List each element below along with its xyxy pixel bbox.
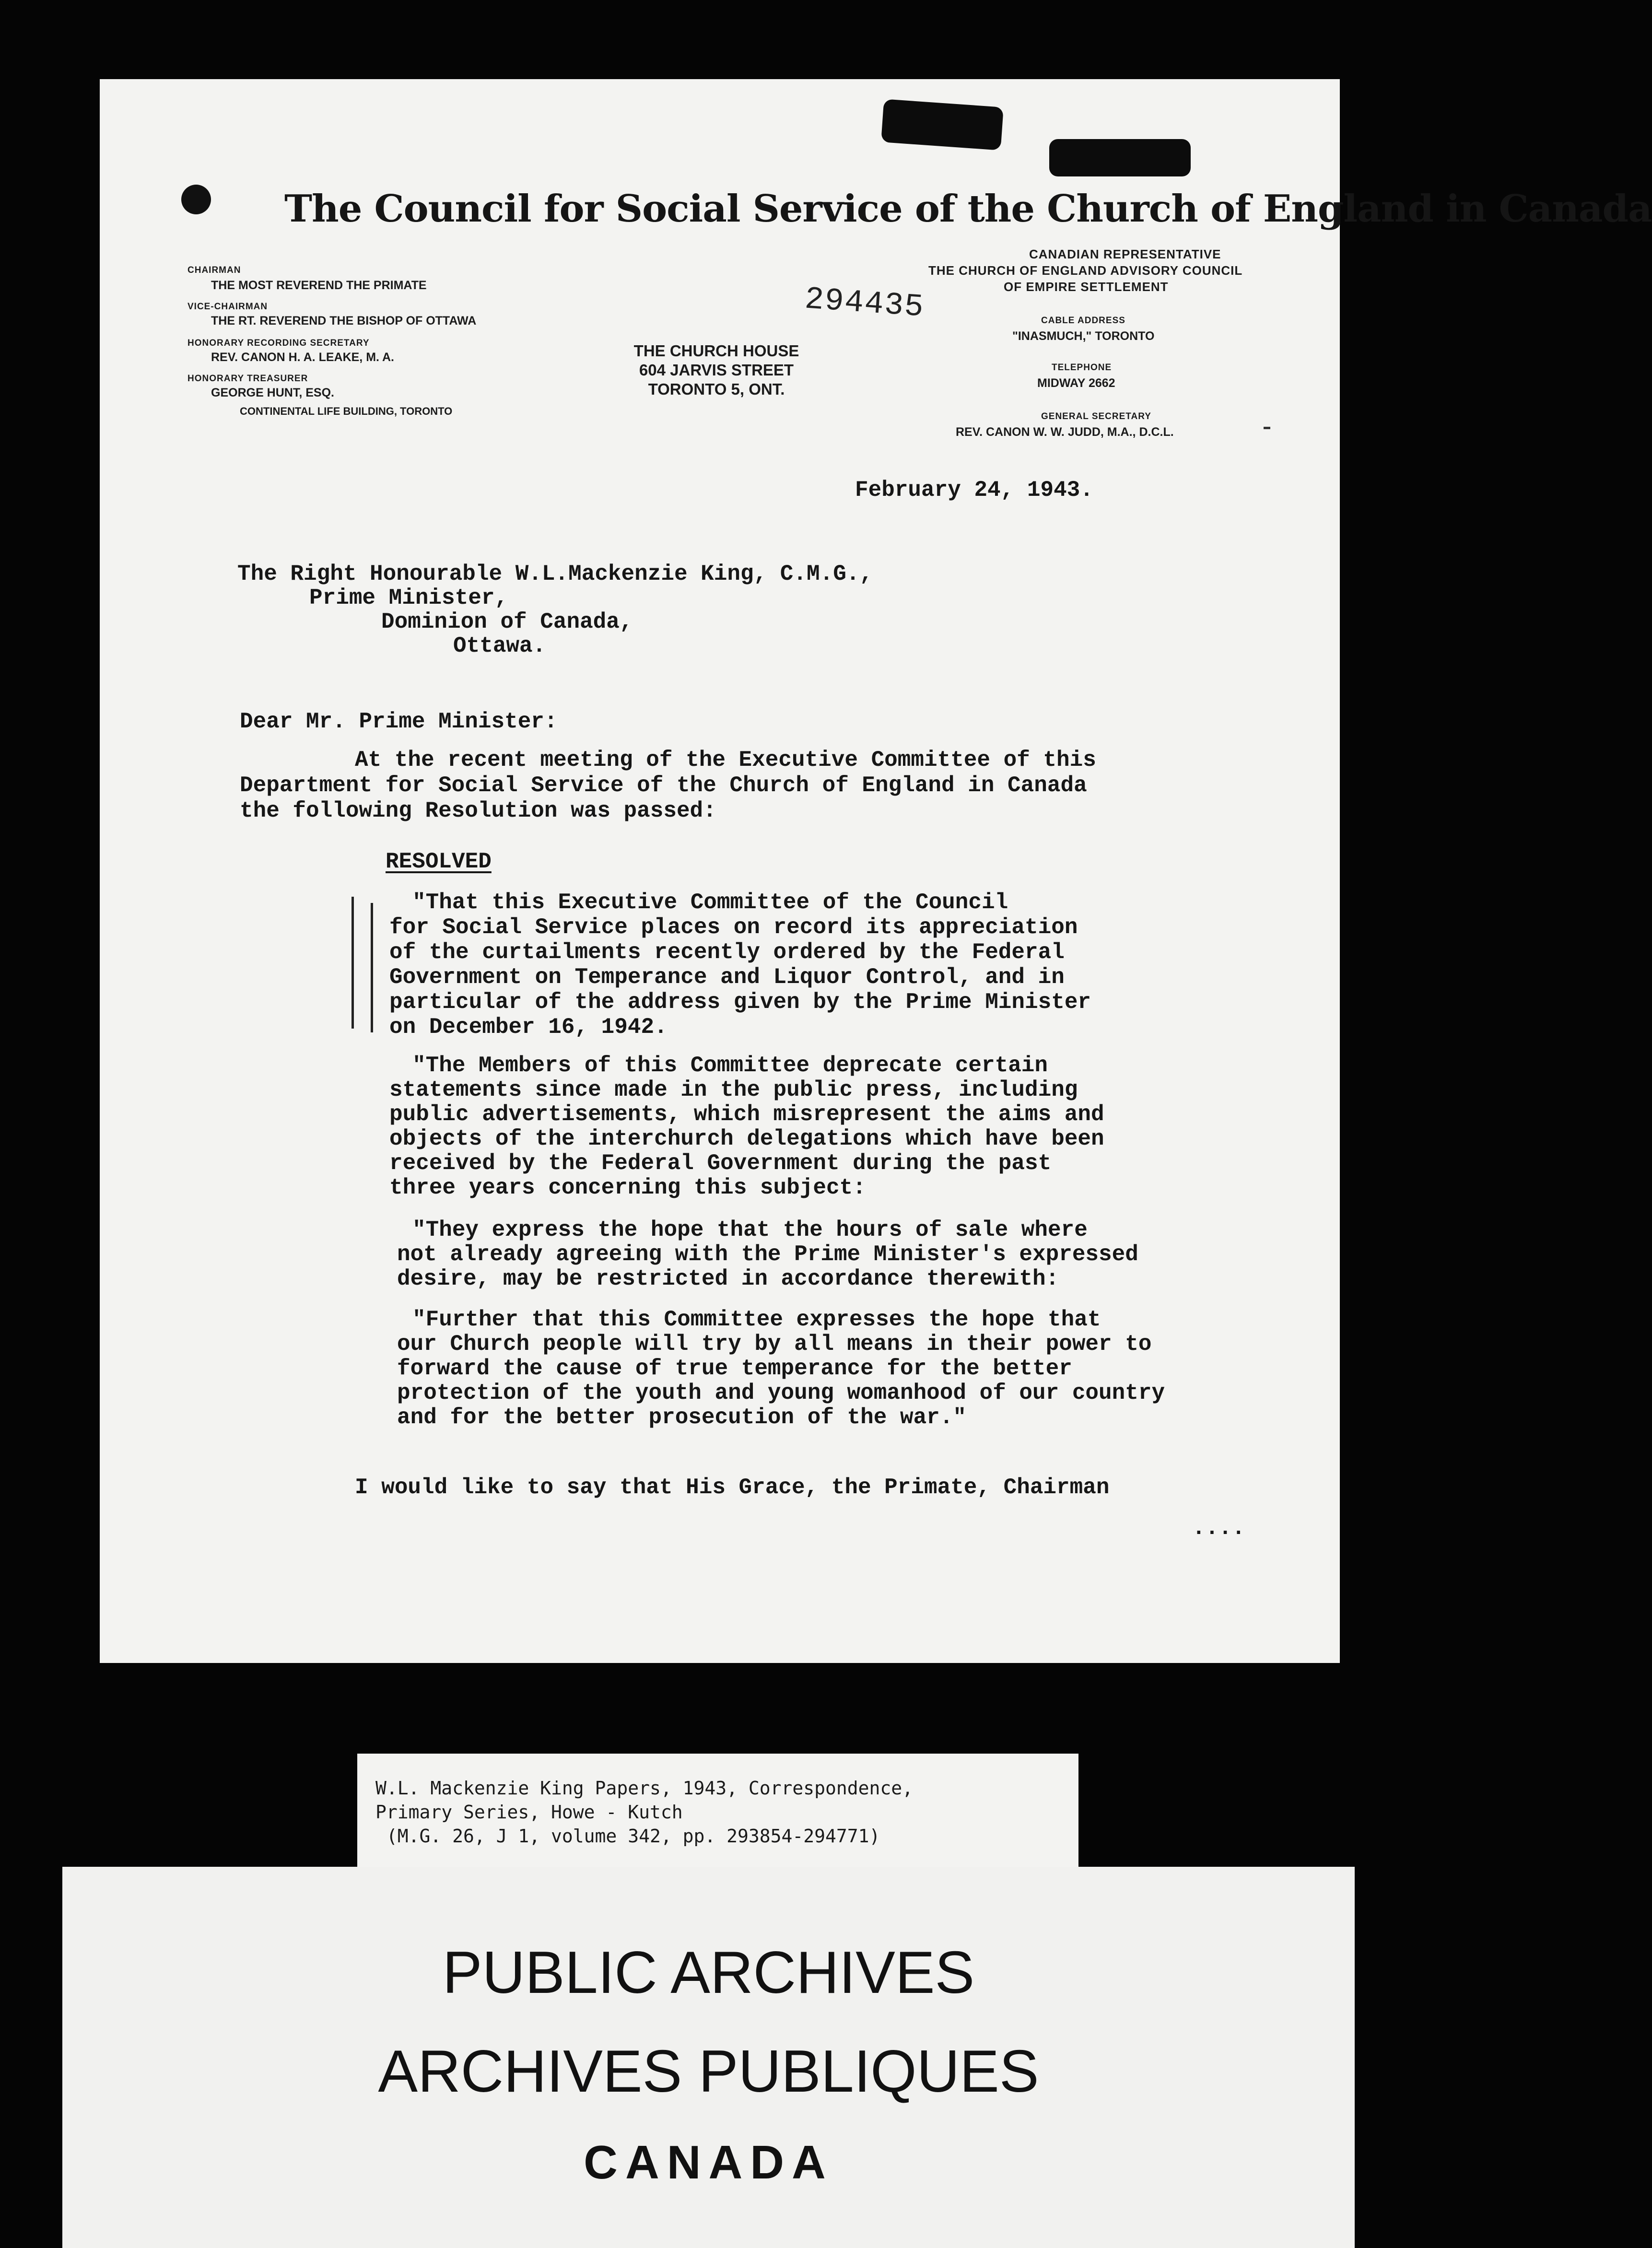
address-line: THE CHURCH HOUSE: [633, 342, 799, 360]
resolution-para-2-line: statements since made in the public press, including: [389, 1077, 1078, 1102]
cable-value: "INASMUCH," TORONTO: [1012, 329, 1155, 343]
header-dash: [1264, 427, 1270, 429]
telephone-value: MIDWAY 2662: [1037, 376, 1115, 390]
resolution-para-1-line: of the curtailments recently ordered by the Federal: [389, 940, 1065, 965]
archive-stamp-number: 294435: [803, 281, 926, 326]
catalog-line: Primary Series, Howe - Kutch: [375, 1802, 683, 1823]
recipient-line: Prime Minister,: [309, 585, 508, 610]
redaction-mark: [1049, 139, 1191, 176]
resolution-para-3-line: not already agreeing with the Prime Minister's expressed: [397, 1242, 1138, 1267]
resolution-para-1-line: Government on Temperance and Liquor Control, and in: [389, 965, 1065, 990]
letter-date: February 24, 1943.: [855, 478, 1093, 503]
punch-hole: [181, 185, 211, 214]
catalog-label: [357, 1754, 1078, 1867]
rep-line: THE CHURCH OF ENGLAND ADVISORY COUNCIL: [928, 263, 1243, 278]
margin-mark: [371, 903, 373, 1032]
resolution-para-1-line: particular of the address given by the Prime Minister: [389, 990, 1091, 1015]
officer-role: CHAIRMAN: [187, 265, 241, 275]
officer-address: CONTINENTAL LIFE BUILDING, TORONTO: [240, 405, 453, 417]
intro-line: the following Resolution was passed:: [240, 798, 716, 823]
margin-mark: [351, 897, 354, 1029]
resolution-para-4-line: "Further that this Committee expresses the hope that: [412, 1307, 1101, 1332]
rep-line: OF EMPIRE SETTLEMENT: [1004, 280, 1169, 294]
telephone-label: TELEPHONE: [1052, 363, 1112, 373]
archives-line-french: ARCHIVES PUBLIQUES: [378, 2038, 1039, 2105]
archives-label: [62, 1867, 1355, 2248]
rep-title: CANADIAN REPRESENTATIVE: [1029, 247, 1221, 261]
resolution-para-4-line: and for the better prosecution of the war.": [397, 1405, 966, 1430]
resolution-para-1-line: on December 16, 1942.: [389, 1015, 668, 1040]
redaction-mark: [881, 99, 1004, 150]
archives-line-english: PUBLIC ARCHIVES: [442, 1940, 975, 2006]
resolution-para-1-line: "That this Executive Committee of the Council: [412, 890, 1008, 915]
officer-name: THE MOST REVEREND THE PRIMATE: [211, 279, 427, 292]
resolution-para-3-line: desire, may be restricted in accordance therewith:: [397, 1266, 1059, 1291]
letterhead-title: The Council for Social Service of the Church of England in Canada: [284, 187, 1652, 231]
salutation: Dear Mr. Prime Minister:: [240, 709, 558, 734]
resolution-para-2-line: "The Members of this Committee deprecate certain: [412, 1053, 1048, 1078]
continuation-marker: ....: [1192, 1516, 1245, 1541]
closing-line: I would like to say that His Grace, the Primate, Chairman: [355, 1475, 1110, 1500]
recipient-line: The Right Honourable W.L.Mackenzie King, C.M.G.,: [237, 562, 873, 586]
address-line: TORONTO 5, ONT.: [648, 380, 785, 398]
resolved-label: RESOLVED: [386, 849, 492, 874]
officer-name: REV. CANON H. A. LEAKE, M. A.: [211, 351, 394, 364]
resolution-para-2-line: three years concerning this subject:: [389, 1175, 866, 1200]
officer-name: THE RT. REVEREND THE BISHOP OF OTTAWA: [211, 314, 477, 328]
address-line: 604 JARVIS STREET: [639, 361, 794, 379]
resolution-para-2-line: public advertisements, which misrepresent the aims and: [389, 1102, 1104, 1127]
catalog-line: W.L. Mackenzie King Papers, 1943, Correspondence,: [375, 1778, 914, 1799]
letter-page: [100, 79, 1652, 1663]
resolution-para-3-line: "They express the hope that the hours of sale where: [412, 1218, 1088, 1242]
cable-label: CABLE ADDRESS: [1041, 316, 1125, 326]
catalog-line: (M.G. 26, J 1, volume 342, pp. 293854-294771): [375, 1826, 880, 1847]
officer-role: VICE-CHAIRMAN: [187, 302, 268, 312]
recipient-line: Ottawa.: [453, 633, 546, 658]
resolution-para-2-line: objects of the interchurch delegations which have been: [389, 1126, 1104, 1151]
resolution-para-4-line: protection of the youth and young womanhood of our country: [397, 1381, 1165, 1405]
intro-line: At the recent meeting of the Executive Committee of this: [355, 748, 1096, 773]
recipient-line: Dominion of Canada,: [381, 609, 633, 634]
archives-line-country: CANADA: [584, 2136, 833, 2189]
gensec-value: REV. CANON W. W. JUDD, M.A., D.C.L.: [956, 425, 1174, 439]
resolution-para-2-line: received by the Federal Government during the past: [389, 1151, 1052, 1176]
officer-name: GEORGE HUNT, ESQ.: [211, 386, 334, 399]
officer-role: HONORARY TREASURER: [187, 374, 308, 384]
resolution-para-1-line: for Social Service places on record its appreciation: [389, 915, 1078, 940]
gensec-label: GENERAL SECRETARY: [1041, 411, 1151, 422]
officer-role: HONORARY RECORDING SECRETARY: [187, 338, 370, 348]
resolution-para-4-line: forward the cause of true temperance for the better: [397, 1356, 1072, 1381]
intro-line: Department for Social Service of the Church of England in Canada: [240, 773, 1087, 798]
resolution-para-4-line: our Church people will try by all means in their power to: [397, 1332, 1152, 1357]
